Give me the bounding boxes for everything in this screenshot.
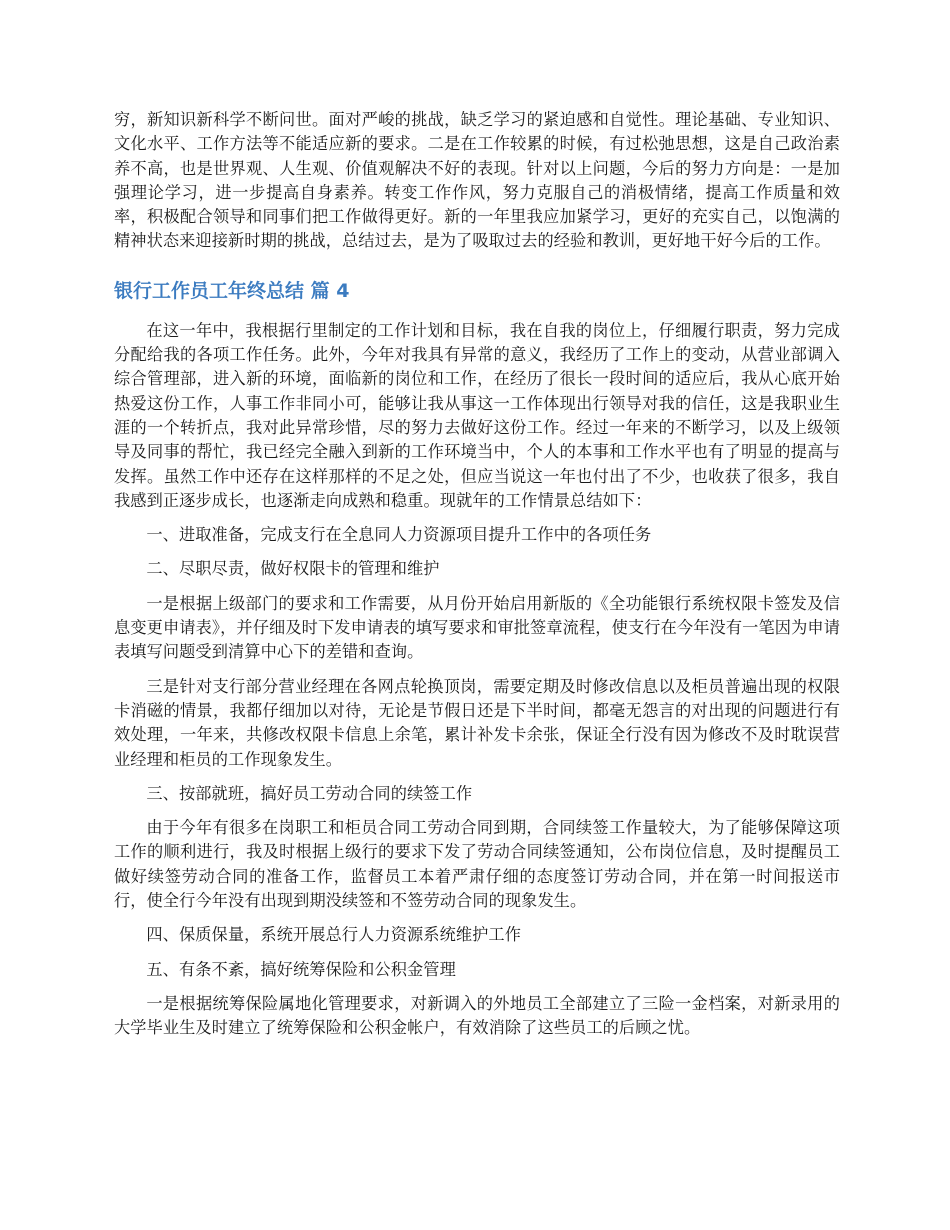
body-paragraph-1: 在这一年中，我根据行里制定的工作计划和目标，我在自我的岗位上，仔细履行职责，努力完成分配给我的各项工作任务。此外，今年对我具有异常的意义，我经历了工作上的变动，从营业部调入综合管理部，进入新的环境，面临新的岗位和工作，在经历了很长一段时间的适应后，我从心底开始热爱这份工作，人事工作非同小可，能够让我从事这一工作体现出行领导对我的信任，这是我职业生涯的一个转折点，我对此异常珍惜，尽的努力去做好这份工作。经过一年来的不断学习，以及上级领导及同事的帮忙，我已经完全融入到新的工作环境当中，个人的本事和工作水平也有了明显的提高与发挥。虽然工作中还存在这样那样的不足之处，但应当说这一年也付出了不少，也收获了很多，我自我感到正逐步成长，也逐渐走向成熟和稳重。现就年的工作情景总结如下： — [114, 320, 840, 510]
heading-item-1: 一、进取准备，完成支行在全息同人力资源项目提升工作中的各项任务 — [146, 525, 652, 545]
body-paragraph-3: 三是针对支行部分营业经理在各网点轮换顶岗，需要定期及时修改信息以及柜员普遍出现的权限卡消磁的情景，我都仔细加以对待，无论是节假日还是下半时间，都毫无怨言的对出现的问题进行有效处理，一年来，共修改权限卡信息上余笔，累计补发卡余张，保证全行没有因为修改不及时耽误营业经理和柜员的工作现象发生。 — [114, 676, 840, 769]
body-paragraph-2: 一是根据上级部门的要求和工作需要，从月份开始启用新版的《全功能银行系统权限卡签发及信息变更申请表》，并仔细及时下发申请表的填写要求和审批签章流程，使支行在今年没有一笔因为申请表填写问题受到清算中心下的差错和查询。 — [114, 593, 840, 662]
document-page — [114, 108, 840, 1041]
section-title: 银行工作员工年终总结 篇 4 — [114, 279, 350, 302]
heading-item-3: 三、按部就班，搞好员工劳动合同的续签工作 — [146, 783, 473, 803]
heading-item-2: 二、尽职尽责，做好权限卡的管理和维护 — [146, 559, 440, 579]
heading-item-5: 五、有条不紊，搞好统筹保险和公积金管理 — [146, 959, 456, 979]
body-paragraph-4: 由于今年有很多在岗职工和柜员合同工劳动合同到期，合同续签工作量较大，为了能够保障这项工作的顺利进行，我及时根据上级行的要求下发了劳动合同续签通知，公布岗位信息，及时提醒员工做好续签劳动合同的准备工作，监督员工本着严肃仔细的态度签订劳动合同，并在第一时间报送市行，使全行今年没有出现到期没续签和不签劳动合同的现象发生。 — [114, 818, 840, 911]
heading-item-4: 四、保质保量，系统开展总行人力资源系统维护工作 — [146, 925, 522, 945]
body-paragraph-5: 一是根据统筹保险属地化管理要求，对新调入的外地员工全部建立了三险一金档案，对新录用的大学毕业生及时建立了统筹保险和公积金帐户，有效消除了这些员工的后顾之忧。 — [114, 993, 840, 1038]
intro-paragraph: 穷，新知识新科学不断问世。面对严峻的挑战，缺乏学习的紧迫感和自觉性。理论基础、专业知识、文化水平、工作方法等不能适应新的要求。二是在工作较累的时候，有过松弛思想，这是自己政治素养不高，也是世界观、人生观、价值观解决不好的表现。针对以上问题，今后的努力方向是：一是加强理论学习，进一步提高自身素养。转变工作作风，努力克服自己的消极情绪，提高工作质量和效率，积极配合领导和同事们把工作做得更好。新的一年里我应加紧学习，更好的充实自己，以饱满的精神状态来迎接新时期的挑战，总结过去，是为了吸取过去的经验和教训，更好地干好今后的工作。 — [114, 110, 840, 251]
